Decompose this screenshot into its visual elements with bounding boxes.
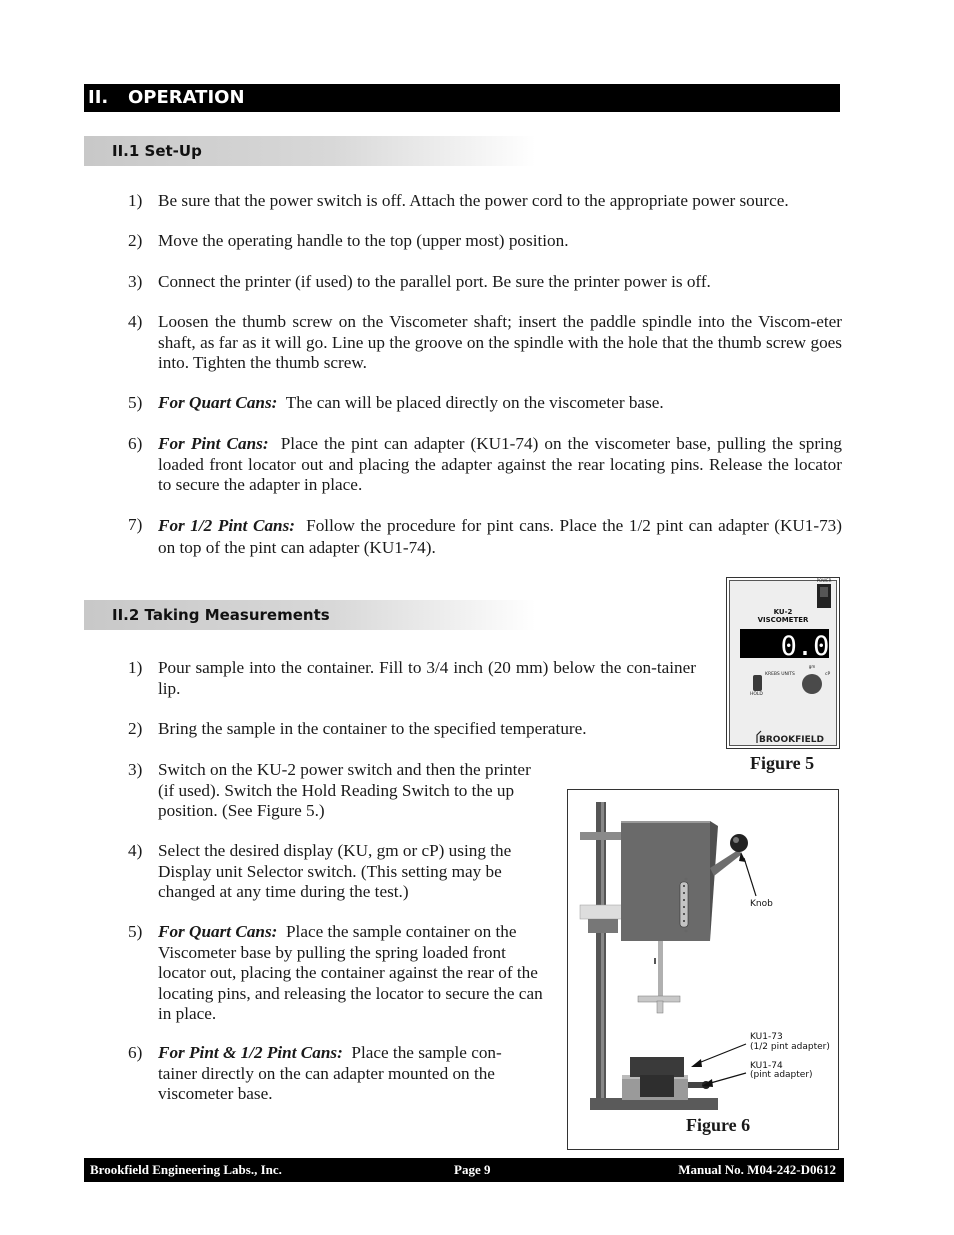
figure6-frame — [567, 789, 839, 1150]
display-reading: 0.0 — [780, 631, 830, 662]
section-header — [84, 84, 840, 112]
footer-company: Brookfield Engineering Labs., Inc. — [90, 1162, 282, 1177]
brand-logo: BROOKFIELD — [759, 735, 824, 745]
adapter-pint-desc: (pint adapter) — [750, 1070, 813, 1080]
model-label: KU-2 — [773, 608, 793, 616]
figure6-drawing — [568, 790, 838, 1149]
hold-switch — [753, 675, 762, 691]
section-title: OPERATION — [128, 87, 245, 108]
page-footer — [84, 1158, 844, 1182]
figure5-panel — [726, 577, 840, 749]
hold-label: HOLD — [750, 692, 763, 697]
adapter-half-desc: (1/2 pint adapter) — [750, 1042, 830, 1052]
knob-label: Knob — [750, 899, 773, 909]
setup-heading: II.1 Set-Up — [84, 136, 536, 166]
adapter-pint-code: KU1-74 — [750, 1061, 783, 1071]
measure-heading: II.2 Taking Measurements — [84, 600, 536, 630]
units-ku-label: KREBS UNITS — [765, 672, 795, 677]
footer-page: Page 9 — [454, 1162, 491, 1177]
power-label: POWER — [816, 578, 832, 583]
section-number: II. — [88, 87, 109, 108]
adapter-half-code: KU1-73 — [750, 1032, 783, 1042]
figure6-caption: Figure 6 — [686, 1115, 751, 1135]
footer-manual: Manual No. M04-242-D0612 — [678, 1162, 836, 1177]
unit-selector-knob — [802, 674, 822, 694]
figure5-caption: Figure 5 — [750, 753, 815, 773]
viscometer-label: VISCOMETER — [757, 616, 809, 624]
units-gm-label: gm — [808, 664, 816, 669]
units-cp-label: cP — [825, 672, 831, 677]
